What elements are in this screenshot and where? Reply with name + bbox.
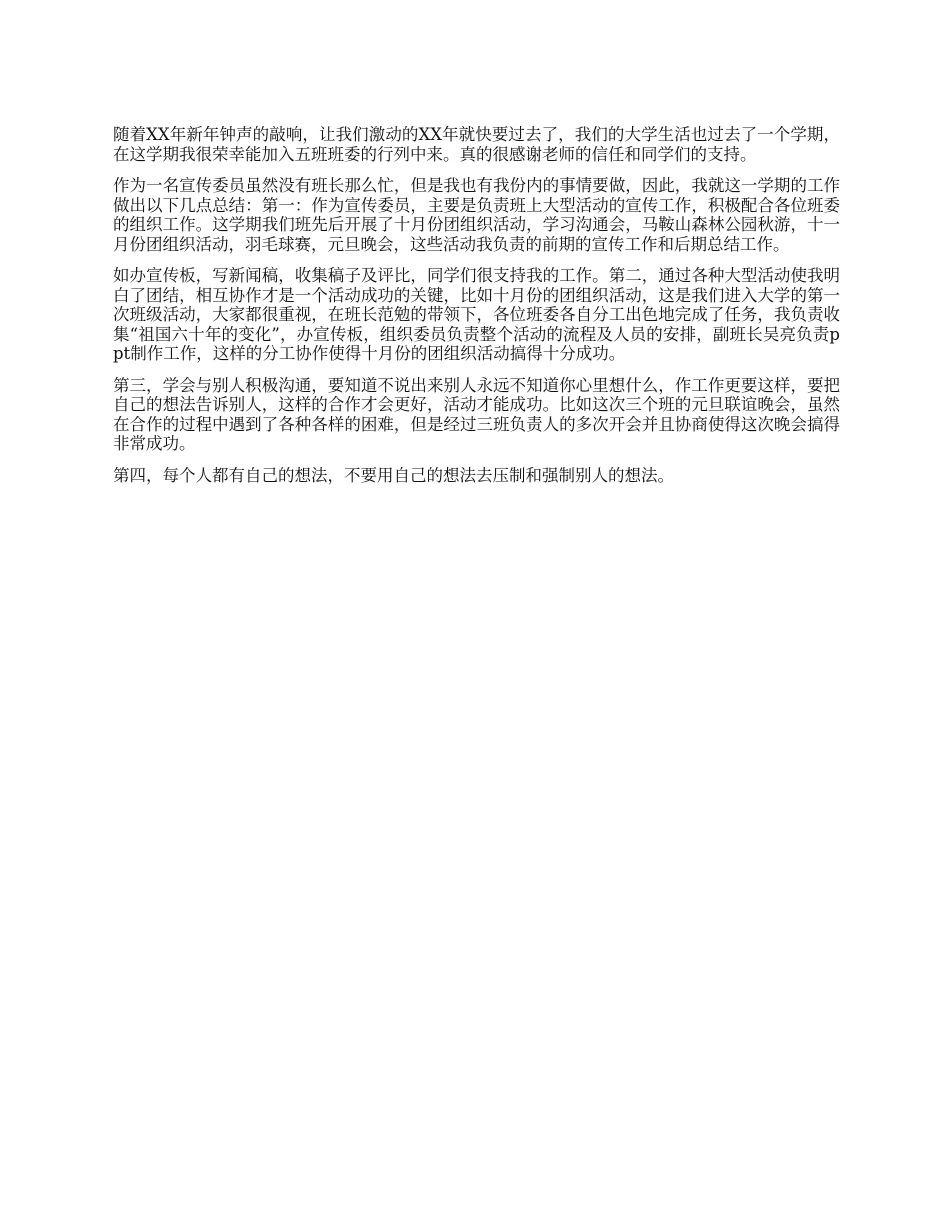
paragraph-5: 第四，每个人都有自己的想法，不要用自己的想法去压制和强制别人的想法。 xyxy=(113,465,674,485)
document-body xyxy=(113,125,840,497)
paragraph-4: 第三，学会与别人积极沟通，要知道不说出来别人永远不知道你心里想什么，作工作更要这样，要把自己的想法告诉别人，这样的合作才会更好，活动才能成功。比如这次三个班的元旦联谊晚会，虽然在合作的过程中遇到了各种各样的困难，但是经过三班负责人的多次开会并且协商使得这次晚会搞得非常成功。 xyxy=(113,375,840,453)
paragraph-2: 作为一名宣传委员虽然没有班长那么忙，但是我也有我份内的事情要做，因此，我就这一学期的工作做出以下几点总结：第一：作为宣传委员，主要是负责班上大型活动的宣传工作，积极配合各位班委的组织工作。这学期我们班先后开展了十月份团组织活动，学习沟通会，马鞍山森林公园秋游，十一月份团组织活动，羽毛球赛，元旦晚会，这些活动我负责的前期的宣传工作和后期总结工作。 xyxy=(113,176,840,254)
paragraph-1: 随着XX年新年钟声的敲响，让我们激动的XX年就快要过去了，我们的大学生活也过去了一个学期，在这学期我很荣幸能加入五班班委的行列中来。真的很感谢老师的信任和同学们的支持。 xyxy=(113,125,840,164)
paragraph-3: 如办宣传板，写新闻稿，收集稿子及评比，同学们很支持我的工作。第二，通过各种大型活动使我明白了团结，相互协作才是一个活动成功的关键，比如十月份的团组织活动，这是我们进入大学的第一次班级活动，大家都很重视，在班长范勉的带领下，各位班委各自分工出色地完成了任务，我负责收集“祖国六十年的变化”，办宣传板，组织委员负责整个活动的流程及人员的安排，副班长吴亮负责ppt制作工作，这样的分工协作使得十月份的团组织活动搞得十分成功。 xyxy=(113,266,840,363)
